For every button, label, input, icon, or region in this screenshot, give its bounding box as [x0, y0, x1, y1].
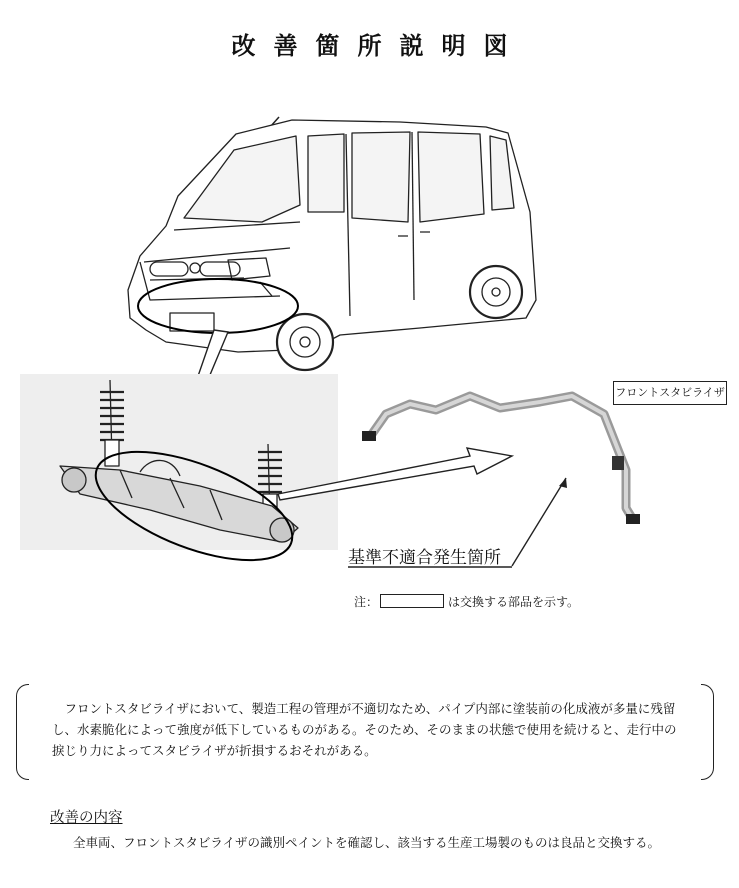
- bracket-right: [701, 684, 714, 780]
- note-prefix: 注：: [354, 595, 379, 609]
- defect-location-label: 基準不適合発生箇所: [348, 548, 501, 568]
- improvement-content: [48, 833, 688, 852]
- defect-description: [52, 698, 682, 761]
- improvement-heading: 改善の内容: [50, 810, 123, 826]
- note-suffix: は交換する部品を示す。: [448, 595, 580, 609]
- improvement-body: 全車両、フロントスタビライザの識別ペイントを確認し、該当する生産工場製のものは良品と交換する。: [73, 835, 661, 850]
- replaced-part-label: フロントスタビライザ: [613, 381, 727, 405]
- legend-note: [354, 593, 579, 610]
- bracket-left: [16, 684, 29, 780]
- leader-line: [512, 478, 566, 566]
- legend-box: [380, 594, 444, 608]
- page-title: 改善箇所説明図: [231, 31, 526, 60]
- suspension-illustration: [20, 374, 338, 550]
- defect-description-text: フロントスタビライザにおいて、製造工程の管理が不適切なため、パイプ内部に塗装前の化成液が多量に残留し、水素脆化によって強度が低下しているものがある。そのため、そのままの状態で使用を続けると、走行中の捩じり力によってスタビライザが折損するおそれがある。: [52, 701, 677, 758]
